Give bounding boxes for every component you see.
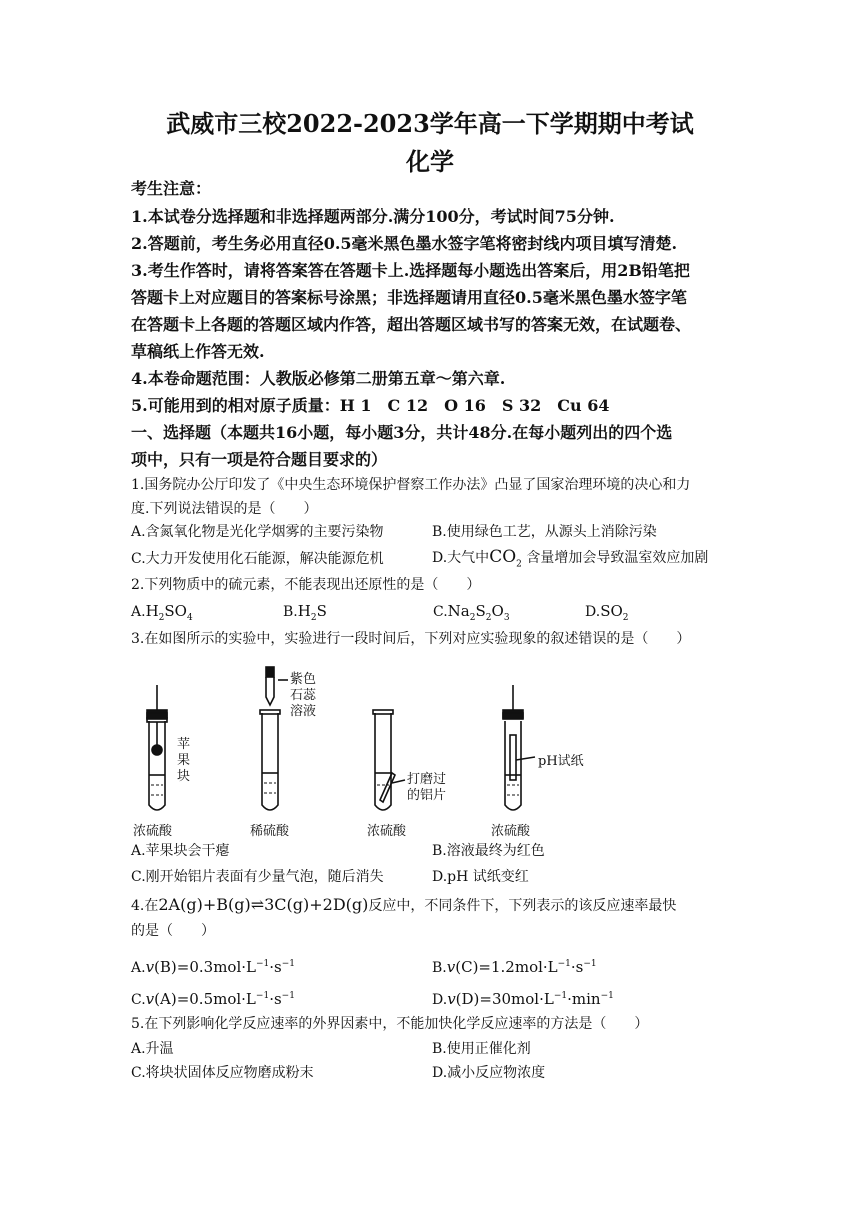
fig-label: pH试纸 <box>538 754 584 769</box>
q5-option-b: B.使用正催化剂 <box>432 1041 531 1057</box>
q4-option-d: $D.v(D)=30mol\cdot L^{-1}\cdot\min^{-1}$ <box>432 990 614 1008</box>
section-heading: 一、选择题（本题共16小题，每小题3分，共计48分.在每小题列出的四个选 <box>131 423 673 442</box>
q2-option-b: $B.H_2S$ <box>283 602 327 623</box>
fig-label: 溶液 <box>290 704 317 719</box>
q2-option-a: $A.H_2SO_4$ <box>131 602 193 623</box>
exam-title: 武威市三校2022-2023学年高一下学期期中考试 <box>166 109 694 138</box>
q1-stem: 1.国务院办公厅印发了《中央生态环境保护督察工作办法》凸显了国家治理环境的决心和力 <box>131 477 691 493</box>
fig-label: 浓硫酸 <box>133 824 173 839</box>
fig-label: 浓硫酸 <box>491 824 531 839</box>
notice-line: 4.本卷命题范围：人教版必修第二册第五章～第六章. <box>131 369 506 388</box>
notice-line: 2.答题前，考生务必用直径0.5毫米黑色墨水签字笔将密封线内项目填写清楚. <box>131 234 678 253</box>
q1-option-a: A.含氮氧化物是光化学烟雾的主要污染物 <box>131 524 384 540</box>
notice-heading: 考生注意： <box>131 179 212 198</box>
q4-option-b: $B.v(C)=1.2mol\cdot L^{-1}\cdot s^{-1}$ <box>432 958 597 976</box>
notice-line: 答题卡上对应题目的答案标号涂黑；非选择题请用直径0.5毫米黑色墨水签字笔 <box>131 288 687 307</box>
fig-label: 紫色 <box>290 672 317 687</box>
notice-line: 3.考生作答时，请将答案答在答题卡上.选择题每小题选出答案后，用2B铅笔把 <box>131 261 690 280</box>
notice-line: 草稿纸上作答无效. <box>131 342 265 361</box>
q3-option-a: A.苹果块会干瘪 <box>131 843 230 859</box>
q3-apparatus-figure <box>0 655 860 845</box>
notice-line: 5.可能用到的相对原子质量：H 1 C 12 O 16 S 32 Cu 64 <box>131 396 610 415</box>
q5-option-d: D.减小反应物浓度 <box>432 1065 546 1081</box>
notice-line: 1.本试卷分选择题和非选择题两部分.满分100分，考试时间75分钟. <box>131 207 615 226</box>
q5-stem: 5.在下列影响化学反应速率的外界因素中，不能加快化学反应速率的方法是（ ） <box>131 1016 649 1032</box>
q2-option-c: $C.Na_2S_2O_3$ <box>433 602 510 623</box>
fig-label: 苹 <box>177 737 191 752</box>
fig-label: 的铝片 <box>407 788 447 803</box>
q4-stem-cont: 的是（ ） <box>131 923 215 939</box>
fig-label: 稀硫酸 <box>250 824 290 839</box>
section-heading-cont: 项中，只有一项是符合题目要求的） <box>131 450 388 469</box>
q4-stem: 4.在2A(g)+B(g)⇌3C(g)+2D(g)反应中，不同条件下，下列表示的该反应速率最快 <box>131 895 677 914</box>
q3-option-b: B.溶液最终为红色 <box>432 843 545 859</box>
q2-option-d: $D.SO_2$ <box>585 602 629 623</box>
q2-stem: 2.下列物质中的硫元素，不能表现出还原性的是（ ） <box>131 577 481 593</box>
fig-label: 果 <box>177 753 191 768</box>
q1-option-d: D.大气中$CO_2$ 含量增加会导致温室效应加剧 <box>432 547 709 570</box>
fig-label: 浓硫酸 <box>367 824 407 839</box>
q1-stem-cont: 度.下列说法错误的是（ ） <box>131 501 318 517</box>
q4-option-c: $C.v(A)=0.5mol\cdot L^{-1}\cdot s^{-1}$ <box>131 990 295 1008</box>
q3-option-c: C.刚开始铝片表面有少量气泡，随后消失 <box>131 869 384 885</box>
fig-label: 打磨过 <box>407 772 447 787</box>
q1-option-b: B.使用绿色工艺，从源头上消除污染 <box>432 524 657 540</box>
q3-stem: 3.在如图所示的实验中，实验进行一段时间后，下列对应实验现象的叙述错误的是（ ） <box>131 631 691 647</box>
q4-option-a: $A.v(B)=0.3mol\cdot L^{-1}\cdot s^{-1}$ <box>131 958 296 976</box>
q5-option-c: C.将块状固体反应物磨成粉末 <box>131 1065 314 1081</box>
notice-line: 在答题卡上各题的答题区域内作答，超出答题区域书写的答案无效，在试题卷、 <box>131 315 692 334</box>
fig-label: 石蕊 <box>290 688 317 703</box>
exam-subject: 化学 <box>406 147 454 176</box>
q1-option-c: C.大力开发使用化石能源，解决能源危机 <box>131 551 384 567</box>
q3-option-d: D.pH 试纸变红 <box>432 869 529 885</box>
q5-option-a: A.升温 <box>131 1041 174 1057</box>
fig-label: 块 <box>177 769 191 784</box>
